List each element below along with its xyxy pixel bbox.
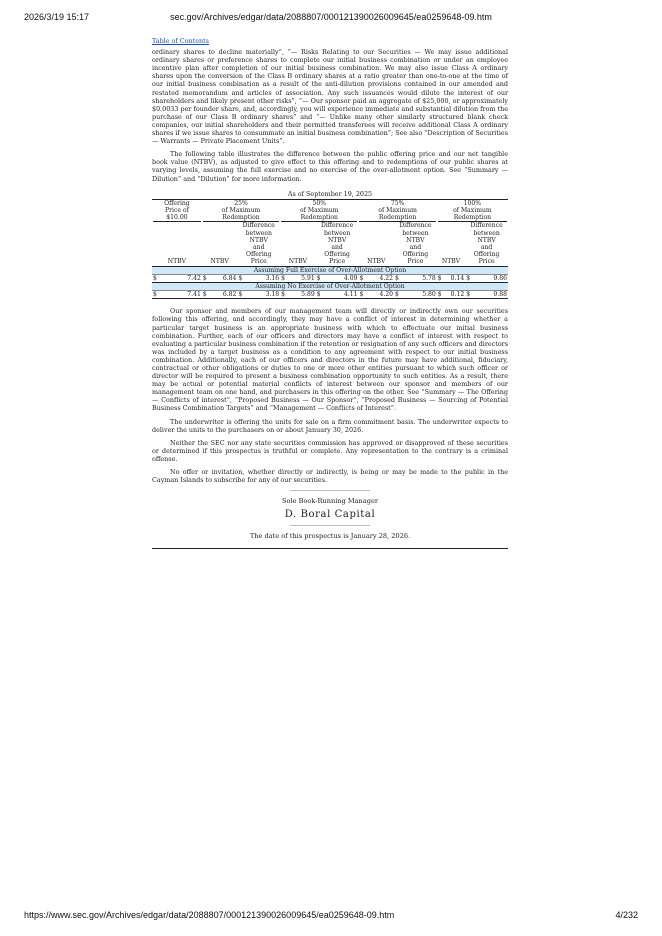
value-cell: $ 3.18 (238, 291, 280, 299)
value-cell: $ 0.14 (437, 274, 465, 282)
group-header-50: 50% of Maximum Redemption (280, 199, 358, 222)
dilution-table-title: As of September 19, 2025 (287, 189, 373, 198)
value-cell: $ 4.09 (316, 274, 358, 282)
value-cell: $ 6.84 (202, 274, 237, 282)
col-ntbv: NTBV (202, 222, 238, 266)
manager-label: Sole Book-Running Manager (282, 497, 378, 506)
print-footer-url: https://www.sec.gov/Archives/edgar/data/2088807/000121390026009645/ea0259648-09.htm (24, 910, 395, 920)
offering-price-header: Offering Price of $10.00 (152, 199, 202, 222)
value-cell: $ 4.22 (359, 274, 394, 282)
col-ntbv: NTBV (358, 222, 394, 266)
col-difference: Difference between NTBV and Offering Price (316, 222, 359, 266)
print-url-title: sec.gov/Archives/edgar/data/2088807/000121390026009645/ea0259648-09.htm (170, 12, 492, 22)
value-cell: $ 5.89 (281, 291, 315, 299)
print-page-count: 4/232 (615, 910, 638, 920)
print-timestamp: 2026/3/19 15:17 (24, 12, 90, 22)
risk-references-paragraph: ordinary shares to decline materially”, “— Risks Relating to our Securities — We may issue additional ordinary shares or preference shares to complete our initial business combination or under an employee incentive plan after completion of our initial business combination. We may also issue Class A ordinary shares upon the conversion of the Class B ordinary shares at a ratio greater than one-to-one at the time of our initial business combination as a result of the anti-dilution provisions contained in our amended and restated memorandum and articles of association. Any such issuances would dilute the interest of our shareholders and likely present other risks”, “— Our sponsor paid an aggregate of $25,000, or approximately $0.0033 per founder share, and, accordingly, you will experience immediate and substantial dilution from the purchase of our Class B ordinary shares” and “— Unlike many other similarly structured blank check companies, our initial shareholders and their permitted transferees will receive additional Class A ordinary shares if we issue shares to consummate an initial business combination”; See also “Description of Securities — Warrants — Private Placement Units”. (152, 48, 508, 146)
value-cell: $ 5.91 (281, 274, 315, 282)
document-page (152, 37, 508, 549)
divider (290, 490, 370, 491)
col-ntbv: NTBV (437, 222, 465, 266)
underwriter-paragraph: The underwriter is offering the units for sale on a firm commitment basis. The underwriter expects to deliver the units to the purchasers on or about January 30, 2026. (152, 417, 508, 434)
col-ntbv: NTBV (152, 222, 202, 266)
band-no-exercise: Assuming No Exercise of Over-Allotment Option (152, 282, 508, 290)
browser-print-header (24, 12, 638, 26)
value-cell: $ 7.41 (153, 291, 201, 299)
page-end-rule (152, 548, 508, 549)
col-difference: Difference between NTBV and Offering Price (394, 222, 437, 266)
sec-disclaimer-paragraph: Neither the SEC nor any state securities commission has approved or disapproved of these securities or determined if this prospectus is truthful or complete. Any representation to the contrary is a criminal offense. (152, 438, 508, 463)
prospectus-date: The date of this prospectus is January 28, 2026. (249, 532, 411, 541)
value-cell: $ 3.16 (238, 274, 280, 282)
group-header-75: 75% of Maximum Redemption (358, 199, 436, 222)
col-ntbv: NTBV (280, 222, 316, 266)
divider (290, 525, 370, 526)
dilution-table (152, 199, 508, 300)
cayman-paragraph: No offer or invitation, whether directly or indirectly, is being or may be made to the public in the Cayman Islands to subscribe for any of our securities. (152, 468, 508, 485)
value-cell: $ 5.80 (395, 291, 436, 299)
group-header-100: 100% of Maximum Redemption (437, 199, 508, 222)
col-difference: Difference between NTBV and Offering Price (465, 222, 508, 266)
column-header-row (152, 222, 508, 266)
manager-name: D. Boral Capital (284, 509, 376, 521)
value-cell: $ 6.82 (202, 291, 237, 299)
table-of-contents-link[interactable]: Table of Contents (152, 37, 209, 45)
band-full-exercise: Assuming Full Exercise of Over-Allotment Option (152, 266, 508, 274)
value-cell: $ 4.11 (316, 291, 358, 299)
table-row-full-exercise (152, 274, 508, 282)
value-cell: $ 4.20 (359, 291, 394, 299)
group-header-25: 25% of Maximum Redemption (202, 199, 280, 222)
table-row-no-exercise (152, 291, 508, 299)
value-cell: $ 9.86 (466, 274, 507, 282)
browser-print-footer (24, 910, 638, 924)
value-cell: $ 7.42 (153, 274, 201, 282)
value-cell: $ 0.12 (437, 291, 465, 299)
conflicts-paragraph: Our sponsor and members of our management team will directly or indirectly own our securities following this offering, and accordingly, they may have a conflict of interest in determining whether a particular target business is an appropriate business with which to effectuate our initial business combination. Further, each of our officers and directors may have a conflict of interest with respect to evaluating a particular business combination if the retention or resignation of any such officers and directors was included by a target business as a condition to any agreement with respect to our initial business combination. Additionally, each of our officers and directors in the future may have additional, fiduciary, contractual or other obligations or duties to one or more other entities pursuant to which such officer or director will be required to present a business combination opportunity to such entities. As a result, there may be actual or potential material conflicts of interest between our sponsor and members of our management team on one hand, and purchasers in this offering on the other. See “Summary — The Offering — Conflicts of interest”, “Proposed Business — Our Sponsor”, “Proposed Business — Sourcing of Potential Business Combination Targets” and “Management — Conflicts of Interest”. (152, 307, 508, 413)
col-difference: Difference between NTBV and Offering Price (237, 222, 280, 266)
dilution-intro-paragraph: The following table illustrates the difference between the public offering price and our net tangible book value (NTBV), as adjusted to give effect to this offering and to redemptions of our public shares at varying levels, assuming the full exercise and no exercise of the over-allotment option. See “Summary — Dilution” and “Dilution” for more information. (152, 150, 508, 183)
value-cell: $ 5.78 (395, 274, 436, 282)
value-cell: $ 9.88 (466, 291, 507, 299)
